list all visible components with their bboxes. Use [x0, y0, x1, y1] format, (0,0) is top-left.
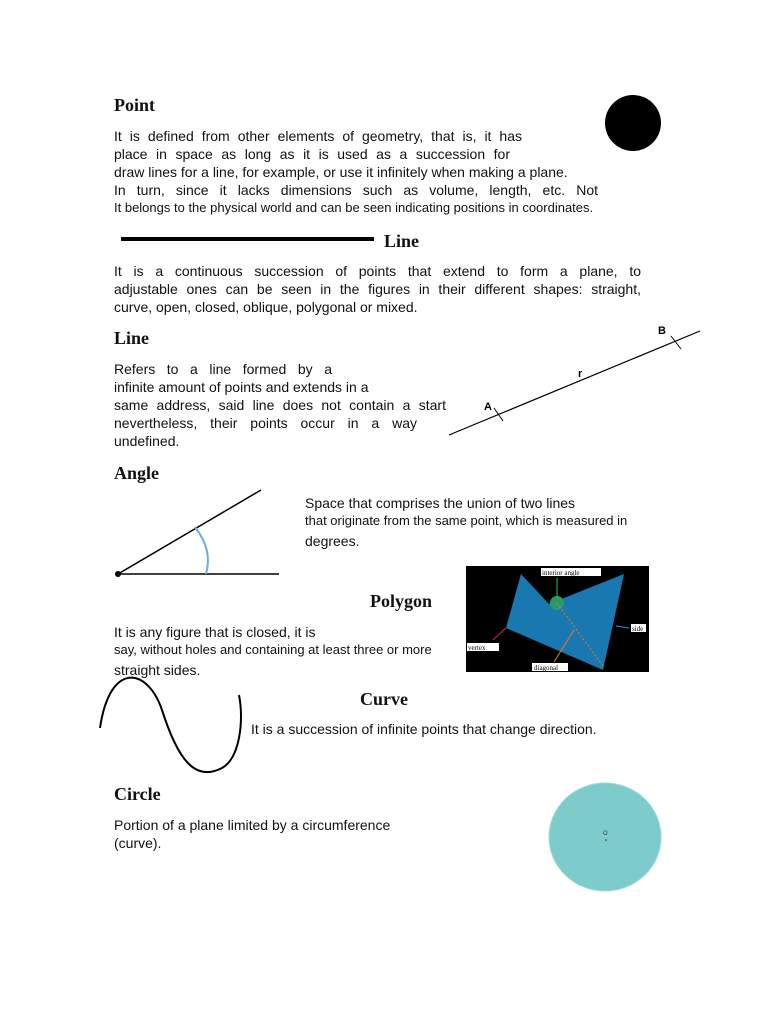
- point-line-4: In turn, since it lacks dimensions such as volume, length, etc. Not: [114, 182, 598, 198]
- circle-shape: [549, 783, 661, 891]
- line1-line-2: adjustable ones can be seen in the figures in their different shapes: straight,: [114, 281, 641, 297]
- circle-line-1: Portion of a plane limited by a circumference: [114, 817, 391, 833]
- label-a: A: [484, 401, 492, 413]
- curve-heading: Curve: [360, 689, 408, 709]
- label-b: B: [658, 325, 666, 337]
- line2-line-5: undefined.: [114, 433, 180, 449]
- circle-heading: Circle: [114, 784, 161, 804]
- diagonal-label: diagonal: [534, 664, 559, 672]
- label-r: r: [578, 368, 583, 380]
- line2-line-2: infinite amount of points and extends in a: [114, 379, 369, 395]
- point-line-2: place in space as long as it is used as a succession for: [114, 146, 510, 162]
- polygon-line-1: It is any figure that is closed, it is: [114, 624, 316, 640]
- angle-line-2: that originate from the same point, which is measured in: [305, 513, 628, 528]
- circle-center-label: O: [603, 831, 608, 837]
- line-heading-2: Line: [114, 328, 150, 348]
- curve-text: It is a succession of infinite points that change direction.: [251, 721, 597, 737]
- line2-line-1: Refers to a line formed by a: [114, 361, 332, 377]
- line1-line-1: It is a continuous succession of points that extend to form a plane, to: [114, 263, 641, 279]
- point-line-1: It is defined from other elements of geometry, that is, it has: [114, 128, 522, 144]
- polygon-line-2: say, without holes and containing at least three or more: [114, 642, 432, 657]
- circle-line-2: (curve).: [114, 835, 162, 851]
- point-heading: Point: [114, 95, 156, 115]
- point-line-5: It belongs to the physical world and can be seen indicating positions in coordinates.: [114, 200, 594, 215]
- polygon-line-3: straight sides.: [114, 662, 201, 678]
- line-heading-1: Line: [384, 231, 420, 251]
- interior-angle-label: interior angle: [542, 569, 580, 577]
- line2-line-3: same address, said line does not contain a start: [114, 397, 446, 413]
- line2-line-4: nevertheless, their points occur in a way: [114, 415, 417, 431]
- circle-center-dot: [605, 839, 607, 841]
- polygon-heading: Polygon: [370, 591, 433, 611]
- angle-line-3: degrees.: [305, 533, 360, 549]
- angle-heading: Angle: [114, 463, 159, 483]
- line1-line-3: curve, open, closed, oblique, polygonal or mixed.: [114, 299, 418, 315]
- side-label: side: [632, 625, 644, 633]
- point-line-3: draw lines for a line, for example, or use it infinitely when making a plane.: [114, 164, 568, 180]
- angle-line-1: Space that comprises the union of two lines: [305, 495, 576, 511]
- vertex-label: vertex: [468, 644, 486, 652]
